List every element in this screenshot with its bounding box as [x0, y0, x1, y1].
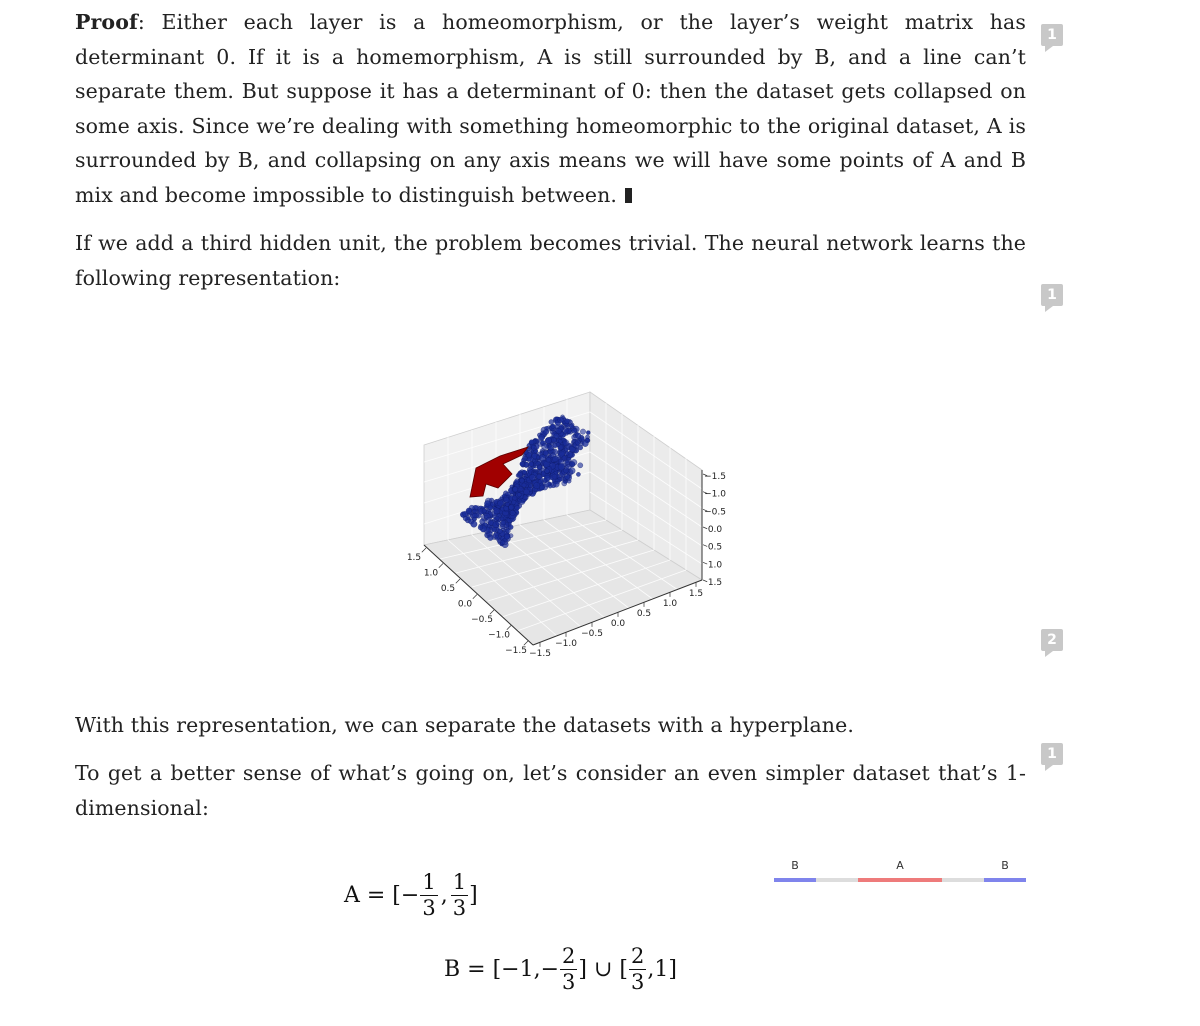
point-b [562, 456, 567, 461]
point-b [522, 470, 526, 474]
proof-paragraph [75, 5, 1026, 212]
axis2-tick-label: −1.5 [529, 649, 551, 659]
point-b [493, 533, 499, 539]
eq-b-frac1 [560, 946, 577, 993]
point-b [582, 441, 588, 447]
point-b [580, 429, 585, 434]
point-b [480, 519, 486, 525]
point-b [509, 505, 515, 511]
point-b [529, 440, 534, 445]
axis3-tick-label: −1.5 [704, 472, 726, 482]
point-b [500, 540, 505, 545]
point-b [565, 419, 570, 424]
segment-label-b: B [1001, 859, 1009, 872]
point-b [494, 508, 500, 514]
point-b [549, 420, 554, 425]
point-b [538, 434, 544, 440]
point-b [534, 482, 540, 488]
point-b [565, 452, 569, 456]
axis3-tick-mark [703, 580, 707, 582]
point-b [531, 445, 536, 450]
axis1-tick-label: −1.0 [488, 630, 510, 641]
axis1-tick-label: −0.5 [471, 615, 493, 625]
point-b [586, 431, 590, 435]
line-1d-figure [760, 852, 1040, 892]
point-b [529, 462, 534, 467]
point-b [513, 487, 518, 492]
point-b [496, 521, 501, 526]
point-b [543, 478, 547, 482]
segment-label-a: A [896, 859, 904, 872]
point-b [563, 440, 569, 446]
paragraph-hyperplane: With this representation, we can separate the datasets with a hyperplane. [75, 713, 854, 737]
point-b [472, 513, 477, 518]
point-b [564, 474, 569, 479]
point-b [572, 428, 577, 433]
point-b [523, 456, 528, 461]
eq-a-sep: , [440, 883, 448, 908]
eq-a-den2: 3 [452, 896, 467, 920]
point-b [492, 527, 497, 532]
point-b [553, 481, 559, 487]
point-b [529, 474, 535, 480]
qed-symbol [625, 188, 632, 203]
point-b [515, 479, 520, 484]
proof-text: : Either each layer is a homeomorphism, or the layer’s weight matrix has determinant 0. If it is a homemorphism, A is still surrounded by B, and a line can’t separate them. But suppose it has a determinant of 0: then the dataset gets collapsed on some axis. Since we’re dealing with something homeomorphic to the original dataset, A is surrounded by B, and collapsing on any axis means we will have some points of A and B mix and become impossible to distinguish between. [75, 10, 1026, 207]
point-b [504, 534, 509, 539]
point-b [578, 463, 583, 468]
axis2-tick-label: −1.0 [555, 639, 577, 649]
axis1-tick-label: 1.5 [406, 553, 422, 563]
point-b [515, 505, 520, 510]
point-b [511, 500, 516, 505]
point-b [482, 509, 486, 513]
point-b [478, 525, 483, 530]
axis2-tick-label: 1.0 [662, 599, 678, 609]
point-b [524, 489, 530, 495]
point-b [542, 443, 549, 450]
eq-a-num2: 1 [452, 870, 467, 894]
point-b [575, 440, 580, 445]
proof-lead: Proof [75, 10, 138, 34]
point-b [552, 456, 558, 462]
point-b [466, 508, 472, 514]
eq-a-frac2 [451, 872, 468, 919]
point-b [471, 521, 477, 527]
axis1-tick-mark [473, 595, 477, 599]
point-b [517, 472, 523, 478]
paragraph-third-hidden-unit: If we add a third hidden unit, the problem becomes trivial. The neural network learns the following representation: [75, 231, 1026, 290]
eq-a-num1: 1 [422, 870, 436, 894]
axis3-tick-label: −0.5 [704, 507, 726, 518]
axis2-tick-label: 0.5 [636, 609, 652, 619]
point-b [569, 461, 575, 467]
eq-b-close: ,1] [647, 957, 677, 982]
eq-a-den1: 3 [422, 896, 436, 920]
axis1-tick-label: 0.5 [440, 584, 456, 594]
point-b [552, 474, 557, 479]
point-b [506, 529, 511, 534]
eq-b-mid: ] ∪ [ [578, 957, 628, 982]
point-b [546, 457, 551, 462]
paragraph-one-dimensional: To get a better sense of what’s going on, let’s consider an even simpler dataset that’s 1-dimensional: [75, 761, 1026, 820]
axis3-tick-label: 1.5 [707, 578, 723, 588]
eq-b-frac2 [629, 946, 646, 993]
axis2-tick-label: −0.5 [581, 629, 603, 639]
axis2-tick-label: 1.5 [688, 589, 704, 599]
equation-b [444, 946, 677, 993]
point-b [556, 442, 560, 446]
point-b [558, 464, 565, 471]
point-b [498, 500, 504, 506]
axis1-tick-mark [524, 641, 528, 645]
point-b [517, 493, 521, 497]
point-b [495, 516, 499, 520]
eq-b-den2: 3 [631, 970, 645, 994]
eq-a-lhs: A = [− [344, 883, 420, 908]
equation-a [344, 872, 478, 919]
axis3-tick-label: −1.0 [704, 489, 726, 500]
axis2-tick-label: 0.0 [610, 619, 626, 629]
point-b [501, 520, 506, 525]
scatter-3d-figure [390, 370, 750, 670]
axis3-tick-label: 0.0 [707, 525, 723, 535]
axis1-tick-label: 1.0 [423, 568, 439, 579]
axis3-tick-mark [703, 527, 707, 529]
point-b [576, 472, 580, 476]
axis3-tick-label: 0.5 [707, 542, 723, 553]
point-b [488, 535, 494, 541]
point-b [529, 484, 533, 488]
point-b [504, 497, 510, 503]
eq-a-close: ] [469, 883, 478, 908]
axis3-tick-label: 1.0 [707, 560, 723, 571]
axis3-tick-mark [703, 562, 707, 564]
point-b [562, 481, 567, 486]
eq-b-num2: 2 [631, 944, 645, 968]
point-b [472, 509, 476, 513]
point-b [512, 496, 517, 501]
axis1-tick-mark [490, 610, 494, 614]
axis1-tick-mark [439, 564, 443, 568]
point-b [520, 462, 525, 467]
point-b [537, 474, 542, 479]
comment-badge-4[interactable]: 1 [1041, 743, 1063, 765]
point-b [545, 437, 551, 443]
point-b [543, 429, 548, 434]
point-b [556, 428, 562, 434]
comment-badge-2[interactable]: 1 [1041, 284, 1063, 306]
comment-badge-3[interactable]: 2 [1041, 629, 1063, 651]
axis1-tick-mark [507, 626, 511, 630]
point-b [569, 468, 575, 474]
axis1-tick-mark [422, 548, 426, 552]
point-b [498, 529, 503, 534]
segment-label-b: B [791, 859, 799, 872]
point-b [565, 460, 570, 465]
point-b [551, 424, 556, 429]
eq-b-lhs: B = [−1,− [444, 957, 560, 982]
point-b [575, 433, 581, 439]
eq-b-num1: 2 [562, 944, 576, 968]
point-b [510, 510, 515, 515]
point-b [491, 502, 495, 506]
axis1-tick-label: −1.5 [505, 646, 527, 656]
axis3-tick-mark [703, 545, 707, 547]
point-b [520, 478, 525, 483]
axis1-tick-label: 0.0 [457, 599, 473, 610]
point-b [536, 461, 541, 466]
eq-a-frac1 [420, 872, 437, 919]
point-b [545, 469, 550, 474]
axis1-tick-mark [456, 579, 460, 583]
point-b [548, 445, 554, 451]
eq-b-den1: 3 [562, 970, 576, 994]
point-b [504, 506, 509, 511]
point-b [522, 483, 526, 487]
point-b [558, 417, 564, 423]
point-b [569, 424, 574, 429]
comment-badge-1[interactable]: 1 [1041, 24, 1063, 46]
